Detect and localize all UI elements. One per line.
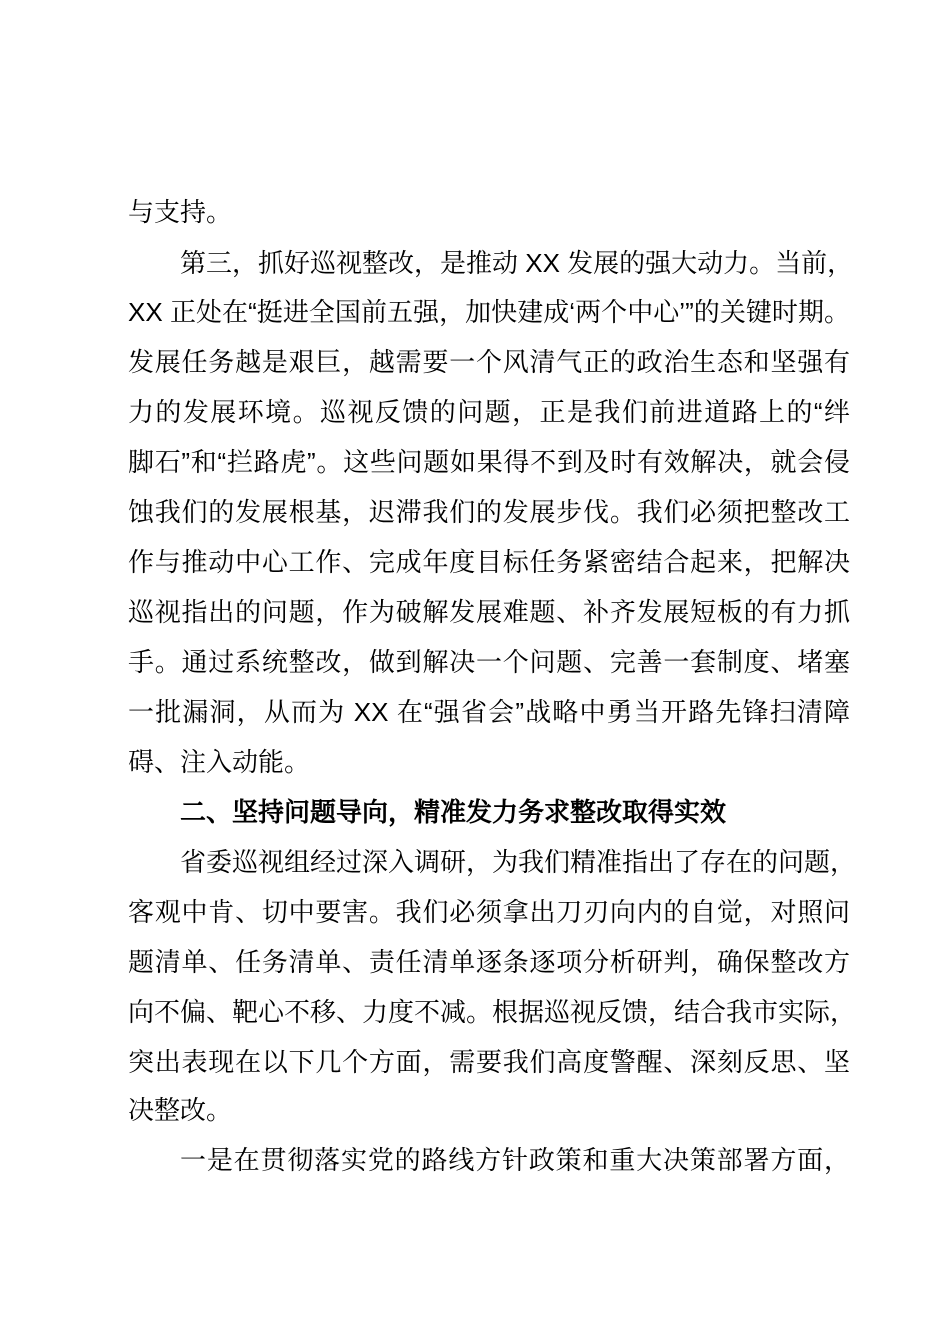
paragraph-line: 一是在贯彻落实党的路线方针政策和重大决策部署方面， [180,1145,850,1175]
paragraph-line: 第三，抓好巡视整改，是推动 XX 发展的强大动力。当前， [180,248,854,278]
paragraph-line: XX 正处在“挺进全国前五强，加快建成‘两个中心’”的关键时期。 [128,297,850,327]
paragraph-line: 碍、注入动能。 [128,747,311,777]
paragraph-line: 手。通过系统整改，做到解决一个问题、完善一套制度、堵塞 [128,647,850,677]
paragraph-line: 题清单、任务清单、责任清单逐条逐项分析研判，确保整改方 [128,947,850,977]
paragraph-line: 决整改。 [128,1095,233,1125]
paragraph-line: 客观中肯、切中要害。我们必须拿出刀刃向内的自觉，对照问 [128,897,850,927]
paragraph-line: 巡视指出的问题，作为破解发展难题、补齐发展短板的有力抓 [128,597,850,627]
paragraph-line: 脚石”和“拦路虎”。这些问题如果得不到及时有效解决，就会侵 [128,447,850,477]
paragraph-line: 向不偏、靶心不移、力度不减。根据巡视反馈，结合我市实际， [128,997,857,1027]
paragraph-line: 力的发展环境。巡视反馈的问题，正是我们前进道路上的“绊 [128,397,850,427]
paragraph-line: 一批漏洞，从而为 XX 在“强省会”战略中勇当开路先锋扫清障 [128,697,850,727]
paragraph-line: 作与推动中心工作、完成年度目标任务紧密结合起来，把解决 [128,547,850,577]
paragraph-line: 蚀我们的发展根基，迟滞我们的发展步伐。我们必须把整改工 [128,497,850,527]
section-heading: 二、坚持问题导向，精准发力务求整改取得实效 [180,797,727,827]
paragraph-line: 发展任务越是艰巨，越需要一个风清气正的政治生态和坚强有 [128,347,850,377]
paragraph-line: 省委巡视组经过深入调研，为我们精准指出了存在的问题， [180,847,857,877]
paragraph-line: 与支持。 [128,197,233,227]
paragraph-line: 突出表现在以下几个方面，需要我们高度警醒、深刻反思、坚 [128,1047,850,1077]
